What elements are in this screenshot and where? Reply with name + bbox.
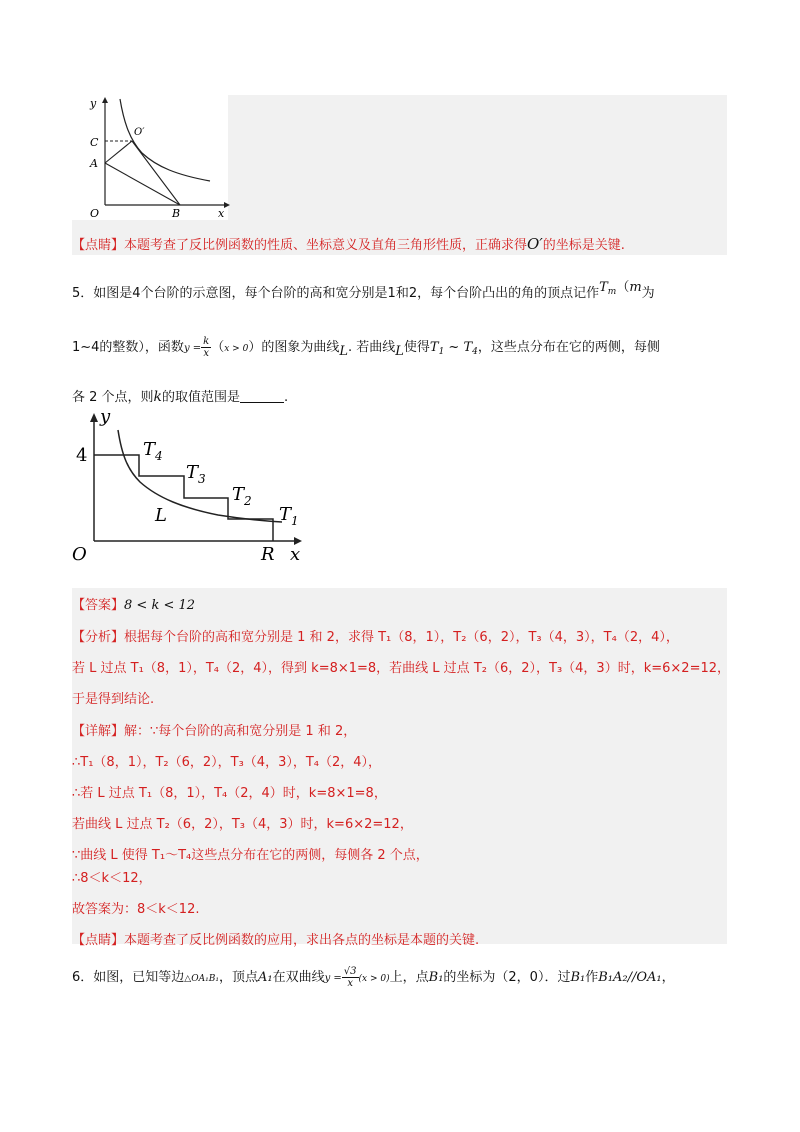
- q5-cond-open: （: [211, 340, 225, 355]
- xiangjie-text-5: ∵曲线 L 使得 T₁～T₄这些点分布在它的两侧，每侧各 2 个点，: [72, 848, 429, 863]
- dianjing-2: [72, 929, 479, 948]
- q5-line2-text-c: 使得: [403, 340, 430, 355]
- fenxi-text-2: 若 L 过点 T₁（8，1），T₄（2，4），得到 k=8×1=8，若曲线 L 过点 T₂（6，2），T₃（4，3）时，k=6×2=12，: [72, 661, 730, 676]
- fig2-t2: $T_2$: [232, 484, 252, 508]
- q5-line2-text-b: . 若曲线: [347, 340, 396, 355]
- q5-line2-text-a: 1~4的整数），函数: [72, 340, 184, 355]
- xiangjie-line-4: [72, 813, 413, 832]
- fenxi-line-3: [72, 688, 154, 707]
- q6-point-a1: A₁: [257, 970, 273, 985]
- fig2-t1: $T_1$: [279, 504, 299, 528]
- q5-sym-m: m: [629, 280, 642, 295]
- q6-text-f: 作: [585, 970, 599, 985]
- fig1-label-c: C: [90, 136, 99, 149]
- fig1-label-b: B: [172, 207, 181, 220]
- fig2-t4: $T_4$: [143, 439, 163, 463]
- fig2-t3: $T_3$: [186, 462, 206, 486]
- fig2-curve-label: L: [155, 505, 167, 526]
- q6-text-end: ，: [661, 970, 675, 985]
- q5-line1-text: 如图是4个台阶的示意图，每个台阶的高和宽分别是1和2，每个台阶凸出的角的顶点记作: [93, 286, 600, 301]
- fig2-x-label: x: [290, 544, 301, 565]
- q6-text-d: 上，点: [389, 970, 429, 985]
- q6-point-b1: B₁: [428, 970, 444, 985]
- q5-line-1: [72, 276, 655, 301]
- q6-text-e: 的坐标为（2，0）．过: [443, 970, 571, 985]
- fenxi-line-1: [72, 626, 679, 645]
- fig2-tick-4: 4: [76, 445, 88, 466]
- q6-text-a: 如图，已知等边: [93, 970, 185, 985]
- fig1-label-o-prime: O′: [134, 127, 145, 138]
- xiangjie-line-7: [72, 898, 199, 917]
- q6-number: 6．: [72, 970, 94, 985]
- q5-sym-l-2: L: [395, 344, 404, 359]
- q5-answer-blank: [240, 390, 284, 403]
- fig1-label-a: A: [90, 157, 98, 170]
- fig2-r-label: R: [261, 544, 275, 565]
- q6-hyp-y: y =: [324, 973, 342, 984]
- q5-line3-text-b: 的取值范围是: [162, 390, 241, 405]
- dianjing-1-text-b: 的坐标是关键.: [542, 238, 625, 253]
- q5-line2-text-d: ，这些点分布在它的两侧，每侧: [477, 340, 660, 355]
- fig1-y-label: y: [90, 97, 97, 110]
- xiangjie-text-2: ∴T₁（8，1），T₂（6，2），T₃（4，3），T₄（2，4），: [72, 755, 382, 770]
- fenxi-text-1: 根据每个台阶的高和宽分别是 1 和 2，求得 T₁（8，1），T₂（6，2），T₃（4，3），T₄（2，4），: [124, 630, 679, 645]
- q5-line3-text-a: 各 2 个点，则: [72, 390, 154, 405]
- fenxi-line-2: [72, 657, 730, 676]
- fenxi-tag: 【分析】: [72, 630, 125, 645]
- q6-text-c: 在双曲线: [272, 970, 325, 985]
- xiangjie-text-1: 解：∵每个台阶的高和宽分别是 1 和 2，: [124, 724, 357, 739]
- dianjing-2-text: 本题考查了反比例函数的应用，求出各点的坐标是本题的关键.: [124, 933, 480, 948]
- dianjing-1: [72, 234, 625, 253]
- dianjing-1-tag: 【点睛】: [72, 238, 125, 253]
- q5-sym-t: $T_m$: [599, 280, 617, 297]
- q5-sym-l: L: [339, 344, 348, 359]
- xiangjie-text-7: 故答案为：8＜k＜12.: [72, 902, 200, 917]
- q5-func-fraction: $\frac{k}{x}$: [203, 336, 210, 359]
- xiangjie-line-3: [72, 782, 387, 801]
- q5-sym-k: k: [153, 389, 163, 405]
- q6-parallel: B₁A₂//OA₁: [598, 970, 662, 985]
- q5-number: 5．: [72, 286, 94, 301]
- q5-line3-end: .: [284, 390, 289, 405]
- figure-2: [68, 408, 313, 568]
- fig2-origin: O: [72, 544, 87, 565]
- fig1-origin: O: [90, 207, 100, 220]
- fig1-x-label: x: [218, 207, 225, 220]
- answer-line: [72, 594, 195, 613]
- q5-paren-open: （: [616, 280, 630, 295]
- dianjing-2-tag: 【点睛】: [72, 933, 125, 948]
- xiangjie-line-6: [72, 867, 152, 886]
- dianjing-1-symbol: O′: [527, 235, 543, 253]
- q5-func-y: y =: [183, 343, 202, 354]
- xiangjie-tag: 【详解】: [72, 724, 125, 739]
- q5-line-2: [72, 336, 660, 359]
- xiangjie-line-5: [72, 844, 429, 863]
- q5-cond: x > 0: [224, 344, 249, 354]
- xiangjie-line-1: [72, 720, 356, 739]
- xiangjie-text-6: ∴8＜k＜12，: [72, 871, 152, 886]
- xiangjie-text-3: ∴若 L 过点 T₁（8，1），T₄（2，4）时，k=8×1=8，: [72, 786, 387, 801]
- answer-tag: 【答案】: [72, 598, 125, 613]
- q6-line-1: [72, 966, 675, 989]
- figure-1: [72, 95, 232, 220]
- q6-hyp-cond: (x > 0): [358, 974, 390, 984]
- q5-line1-end: 为: [641, 286, 655, 301]
- fenxi-text-3: 于是得到结论.: [72, 692, 155, 707]
- q5-line-3: [72, 386, 288, 405]
- q6-triangle: △OA₁B₁: [184, 974, 219, 984]
- q5-cond-close: ）的图象为曲线: [248, 340, 340, 355]
- q6-hyp-fraction: $\frac{√3}{x}$: [343, 966, 357, 989]
- fig2-y-label: y: [100, 408, 111, 427]
- xiangjie-line-2: [72, 751, 381, 770]
- answer-value: 8 < k < 12: [124, 598, 196, 613]
- q6-point-b1-b: B₁: [570, 970, 586, 985]
- q5-range: $T_1$ ~ $T_4$: [429, 340, 478, 357]
- q6-text-b: ，顶点: [218, 970, 258, 985]
- dianjing-1-text-a: 本题考查了反比例函数的性质、坐标意义及直角三角形性质，正确求得: [124, 238, 528, 253]
- xiangjie-text-4: 若曲线 L 过点 T₂（6，2），T₃（4，3）时，k=6×2=12，: [72, 817, 413, 832]
